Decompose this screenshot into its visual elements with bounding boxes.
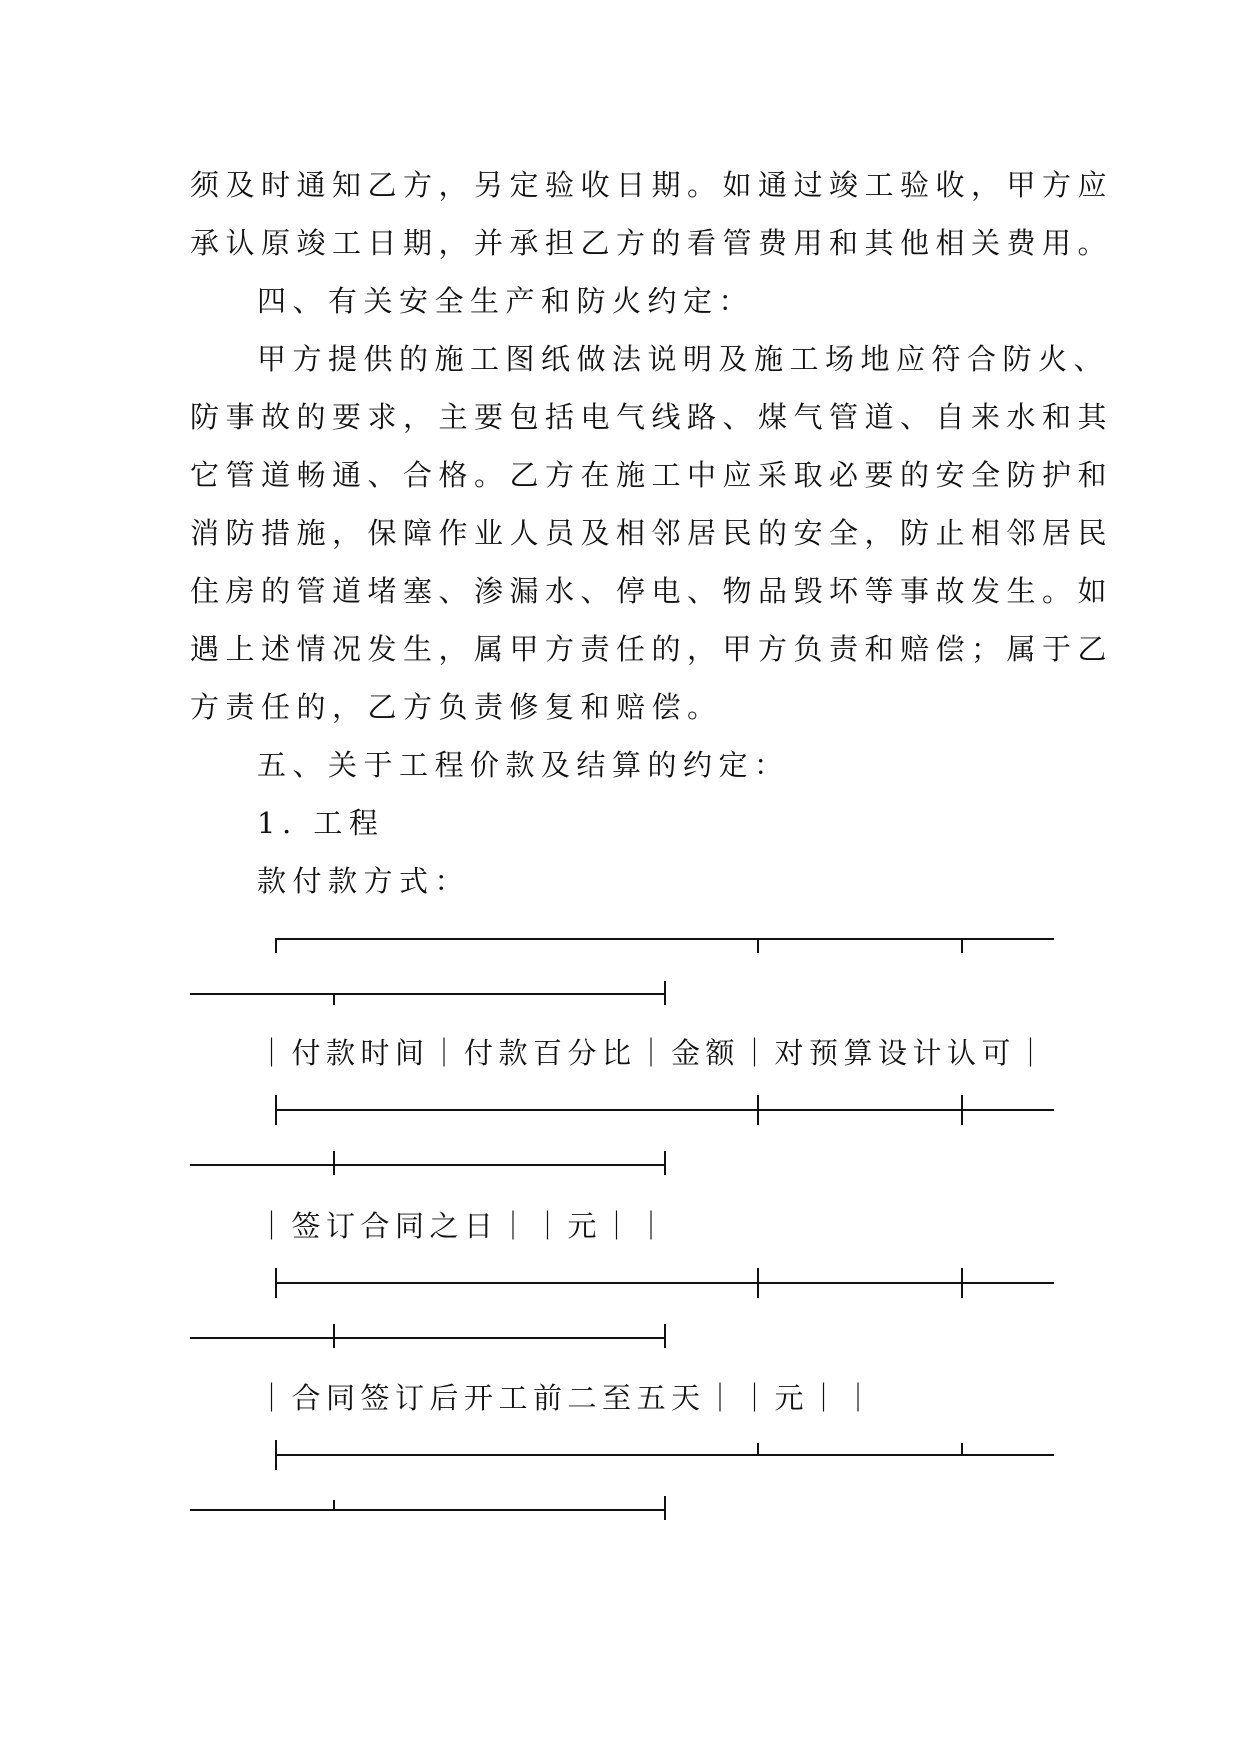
- text-line: 甲方提供的施工图纸做法说明及施工场地应符合防火、: [257, 342, 1110, 376]
- table-divider: [190, 1095, 1054, 1175]
- table-divider: [190, 1268, 1054, 1348]
- list-item: 1. 工程: [257, 806, 385, 840]
- section-heading: 四、有关安全生产和防火约定：: [257, 284, 755, 318]
- section-heading: 五、关于工程价款及结算的约定：: [257, 748, 790, 782]
- text-line: 防事故的要求，主要包括电气线路、煤气管道、自来水和其: [190, 400, 1114, 434]
- text-line: 遇上述情况发生，属甲方责任的，甲方负责和赔偿；属于乙: [190, 632, 1114, 666]
- table-header-row: ｜付款时间｜付款百分比｜金额｜对预算设计认可｜: [257, 1036, 1051, 1070]
- table-row: ｜签订合同之日｜｜元｜｜: [257, 1209, 672, 1243]
- text-line: 它管道畅通、合格。乙方在施工中应采取必要的安全防护和: [190, 458, 1114, 492]
- text-line: 住房的管道堵塞、渗漏水、停电、物品毁坏等事故发生。如: [190, 574, 1114, 608]
- table-row: ｜合同签订后开工前二至五天｜｜元｜｜: [257, 1381, 879, 1415]
- text-line: 承认原竣工日期，并承担乙方的看管费用和其他相关费用。: [190, 226, 1114, 260]
- table-border-top: [190, 925, 1054, 1005]
- text-line: 款付款方式：: [257, 864, 471, 898]
- text-line: 须及时通知乙方，另定验收日期。如通过竣工验收，甲方应: [190, 168, 1114, 202]
- text-line: 消防措施，保障作业人员及相邻居民的安全，防止相邻居民: [190, 516, 1114, 550]
- table-divider: [190, 1440, 1054, 1520]
- text-line: 方责任的，乙方负责修复和赔偿。: [190, 690, 723, 724]
